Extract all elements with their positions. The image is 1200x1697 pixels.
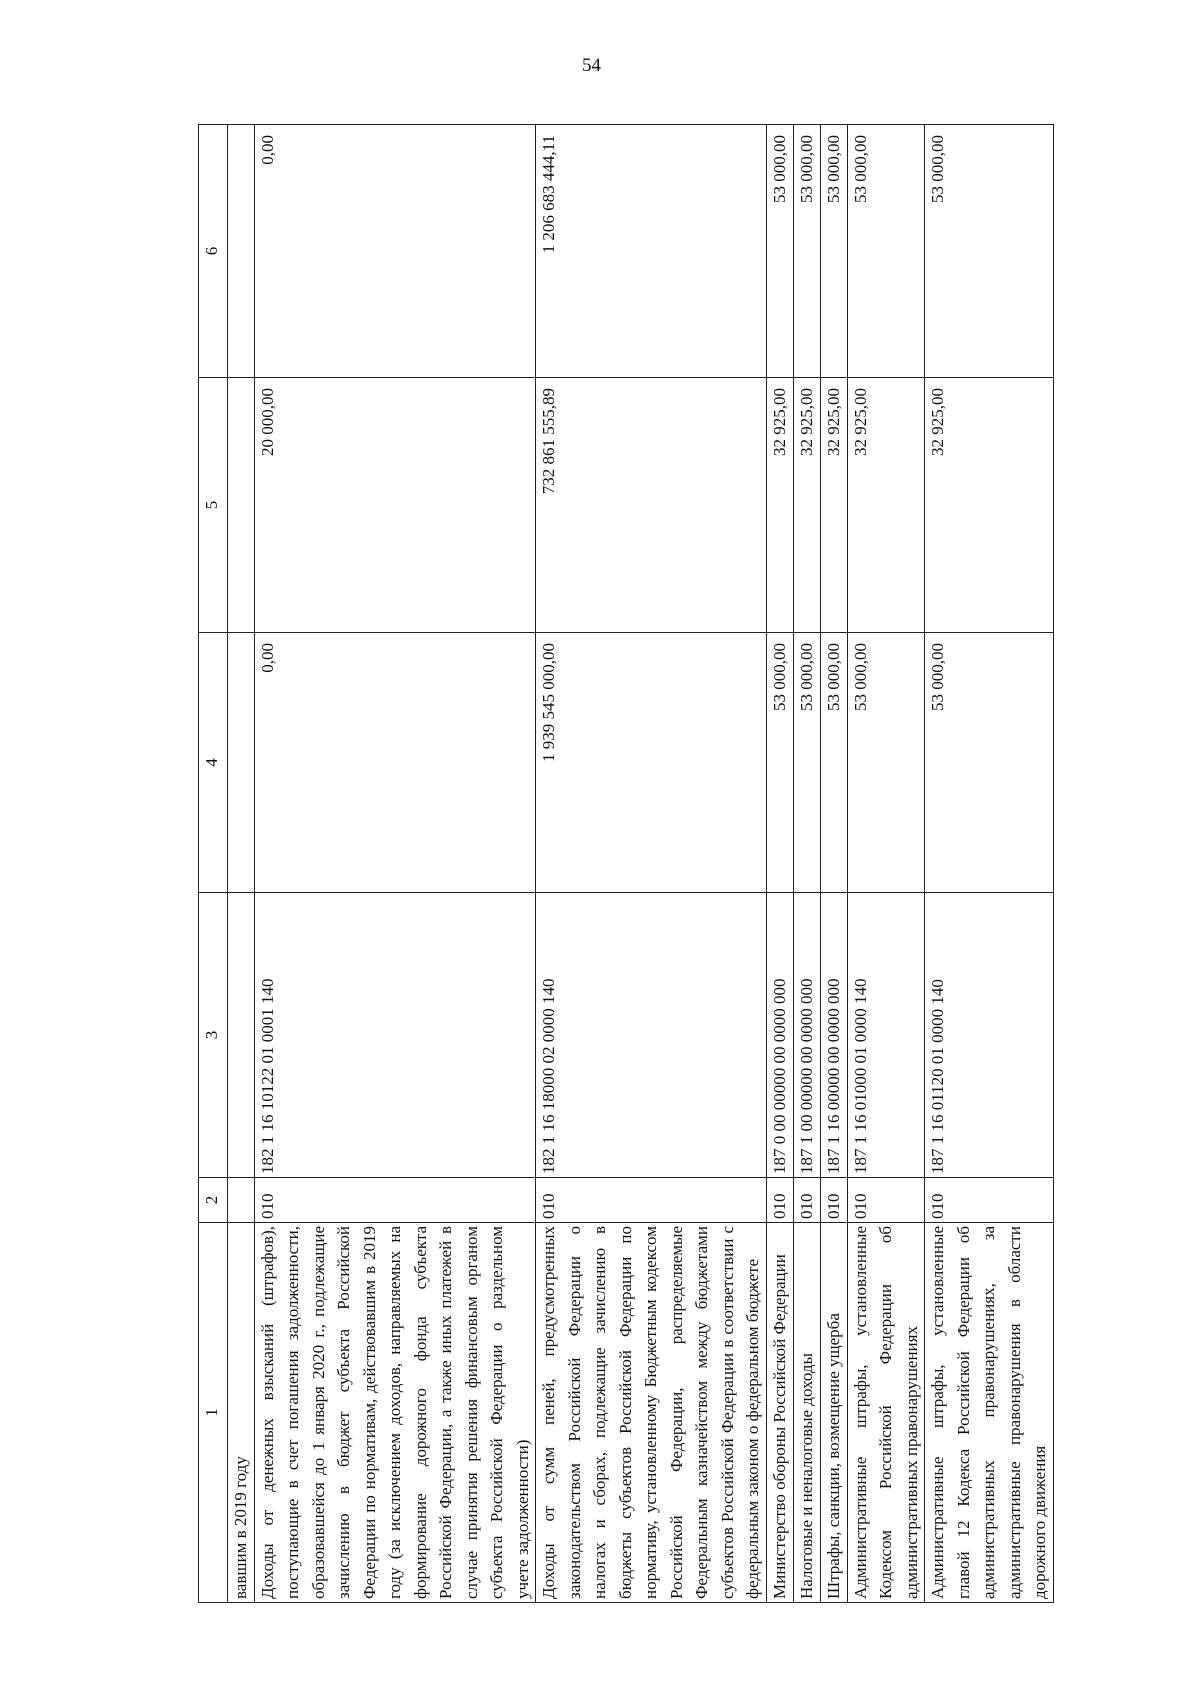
row-code-010: 010 (766, 1178, 793, 1223)
row-value-4: 53 000,00 (793, 633, 820, 893)
table-row (536, 125, 767, 1603)
row-kbk: 187 1 16 00000 00 0000 000 (820, 893, 847, 1178)
row-value-6: 53 000,00 (766, 125, 793, 378)
row-value-5: 32 925,00 (925, 378, 1054, 633)
row-name: Штрафы, санкции, возмещение ущерба (820, 1223, 847, 1603)
row-value-5: 732 861 555,89 (536, 378, 767, 633)
table-row (793, 125, 820, 1603)
row-value-6: 53 000,00 (847, 125, 925, 378)
row-value-5: 20 000,00 (254, 378, 536, 633)
row-code-010: 010 (847, 1178, 925, 1223)
row-value-5: 32 925,00 (820, 378, 847, 633)
table-row (820, 125, 847, 1603)
row-value-6: 53 000,00 (820, 125, 847, 378)
row-kbk: 187 0 00 00000 00 0000 000 (766, 893, 793, 1178)
row-code-010: 010 (254, 1178, 536, 1223)
row-value-6 (228, 125, 255, 378)
row-name: Доходы от сумм пеней, предусмотренных законодательством Российской Федерации о налогах и сборах, подлежащие зачислению в бюджеты субъектов Российской Федерации по нормативу, установленному Бюджетным кодексом Российской Федерации, распределяемые Федеральным казначейством между бюджетами субъектов Российской Федерации в соответствии с федеральным законом о федеральном бюджете (536, 1223, 767, 1603)
row-name: Административные штрафы, установленные Кодексом Российской Федерации об административных правонарушениях (847, 1223, 925, 1603)
row-code-010: 010 (820, 1178, 847, 1223)
row-value-4: 53 000,00 (820, 633, 847, 893)
row-value-4 (228, 633, 255, 893)
row-value-5 (228, 378, 255, 633)
header-cell: 6 (199, 125, 228, 378)
header-cell: 2 (199, 1178, 228, 1223)
row-code-010 (228, 1178, 255, 1223)
row-value-4: 0,00 (254, 633, 536, 893)
header-cell: 5 (199, 378, 228, 633)
row-value-4: 53 000,00 (766, 633, 793, 893)
row-name: Налоговые и неналоговые доходы (793, 1223, 820, 1603)
table-row (925, 125, 1054, 1603)
row-name: вавшим в 2019 году (228, 1223, 255, 1603)
header-cell: 4 (199, 633, 228, 893)
row-value-6: 53 000,00 (793, 125, 820, 378)
row-name: Доходы от денежных взысканий (штрафов), поступающие в счет погашения задолженности, образовавшейся до 1 января 2020 г., подлежащие зачислению в бюджет субъекта Российской Федерации по нормативам, действовавшим в 2019 году (за исключением доходов, направляемых на формирование дорожного фонда субъекта Российской Федерации, а также иных платежей в случае принятия решения финансовым органом субъекта Российской Федерации о раздельном учете задолженности) (254, 1223, 536, 1603)
row-value-4: 53 000,00 (925, 633, 1054, 893)
row-code-010: 010 (536, 1178, 767, 1223)
row-name: Административные штрафы, установленные главой 12 Кодекса Российской Федерации об административных правонарушениях, за административные правонарушения в области дорожного движения (925, 1223, 1054, 1603)
row-code-010: 010 (793, 1178, 820, 1223)
budget-table (198, 124, 1054, 1603)
table-header-row (199, 125, 228, 1603)
row-name: Министерство обороны Российской Федерации (766, 1223, 793, 1603)
row-value-6: 0,00 (254, 125, 536, 378)
row-value-5: 32 925,00 (793, 378, 820, 633)
row-value-5: 32 925,00 (766, 378, 793, 633)
row-kbk: 187 1 00 00000 00 0000 000 (793, 893, 820, 1178)
row-value-6: 1 206 683 444,11 (536, 125, 767, 378)
row-value-6: 53 000,00 (925, 125, 1054, 378)
rotated-table-wrapper (198, 125, 1146, 1603)
row-code-010: 010 (925, 1178, 1054, 1223)
table-row (847, 125, 925, 1603)
row-kbk (228, 893, 255, 1178)
header-cell: 1 (199, 1223, 228, 1603)
table-row (228, 125, 255, 1603)
header-cell: 3 (199, 893, 228, 1178)
row-kbk: 187 1 16 01120 01 0000 140 (925, 893, 1054, 1178)
row-kbk: 182 1 16 10122 01 0001 140 (254, 893, 536, 1178)
row-kbk: 182 1 16 18000 02 0000 140 (536, 893, 767, 1178)
row-value-4: 53 000,00 (847, 633, 925, 893)
table-row (766, 125, 793, 1603)
page-number: 54 (582, 55, 601, 76)
row-value-4: 1 939 545 000,00 (536, 633, 767, 893)
row-kbk: 187 1 16 01000 01 0000 140 (847, 893, 925, 1178)
row-value-5: 32 925,00 (847, 378, 925, 633)
table-row (254, 125, 536, 1603)
